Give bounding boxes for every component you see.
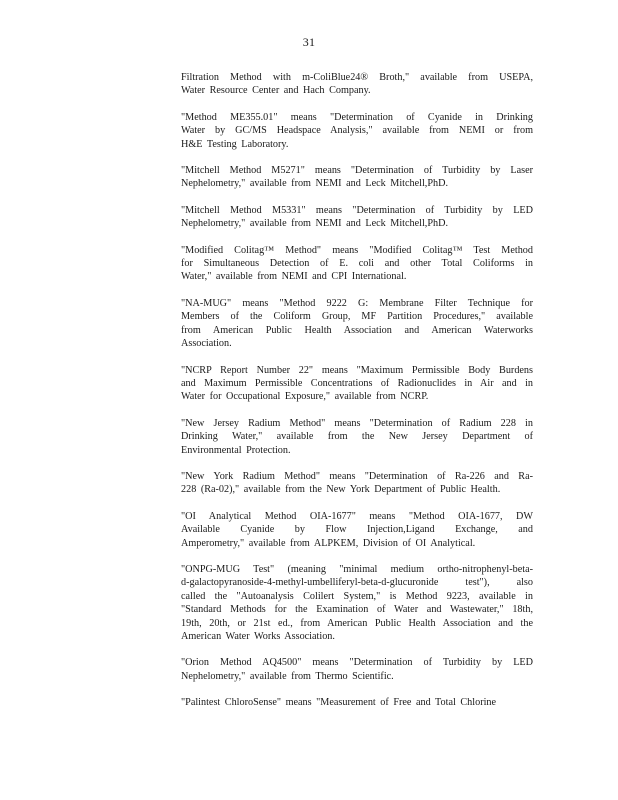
definition-paragraph xyxy=(181,696,533,709)
text-line: "Modified Colitag™ Method" means "Modified Colitag™ Test Method xyxy=(181,244,533,256)
text-line: "NA-MUG" means "Method 9222 G: Membrane Filter Technique for xyxy=(181,297,533,309)
definition-paragraph xyxy=(181,204,533,231)
text-line: called the "Autoanalysis Colilert System," is Method 9223, available in xyxy=(181,590,533,602)
text-line: Available Cyanide by Flow Injection,Ligand Exchange, and xyxy=(181,524,533,536)
text-line: "Standard Methods for the Examination of Water and Wastewater," 18th, xyxy=(181,604,533,616)
definition-paragraph xyxy=(181,244,533,284)
text-line: Nephelometry," available from Thermo Scientific. xyxy=(181,670,394,682)
definition-paragraph xyxy=(181,164,533,191)
definition-paragraph xyxy=(181,470,533,497)
text-line: "NCRP Report Number 22" means "Maximum Permissible Body Burdens xyxy=(181,364,533,376)
text-line: "New York Radium Method" means "Determination of Ra-226 and Ra- xyxy=(181,470,533,482)
text-line: "Palintest ChloroSense" means "Measurement of Free and Total Chlorine xyxy=(181,697,497,709)
text-line: 19th, 20th, or 21st ed., from American Public Health Association and the xyxy=(181,617,533,629)
text-line: Nephelometry," available from NEMI and Leck Mitchell,PhD. xyxy=(181,218,448,230)
text-line: "OI Analytical Method OIA-1677" means "Method OIA-1677, DW xyxy=(181,510,533,522)
text-line: H&E Testing Laboratory. xyxy=(181,138,289,150)
text-line: Water for Occupational Exposure," available from NCRP. xyxy=(181,391,429,403)
definition-paragraph xyxy=(181,364,533,404)
text-line: "ONPG-MUG Test" (meaning "minimal medium ortho-nitrophenyl-beta- xyxy=(181,563,533,575)
text-line: Water by GC/MS Headspace Analysis," available from NEMI or from xyxy=(181,125,533,137)
definition-paragraph xyxy=(181,510,533,550)
text-line: Environmental Protection. xyxy=(181,444,291,456)
text-line: Water," available from NEMI and CPI International. xyxy=(181,271,407,283)
text-line: "New Jersey Radium Method" means "Determination of Radium 228 in xyxy=(181,417,533,429)
definition-paragraph xyxy=(181,563,533,643)
text-line: "Mitchell Method M5331" means "Determination of Turbidity by LED xyxy=(181,204,533,216)
text-line: and Maximum Permissible Concentrations of Radionuclides in Air and in xyxy=(181,377,533,389)
text-line: "Method ME355.01" means "Determination of Cyanide in Drinking xyxy=(181,111,533,123)
page-number: 31 xyxy=(302,35,316,49)
definition-paragraph xyxy=(181,656,533,683)
document-body xyxy=(181,71,533,723)
text-line: from American Public Health Association and American Waterworks xyxy=(181,324,533,336)
text-line: 228 (Ra-02)," available from the New York Department of Public Health. xyxy=(181,484,501,496)
definition-paragraph xyxy=(181,71,533,98)
text-line: d-galactopyranoside-4-methyl-umbelliferyl-beta-d-glucuronide test"), also xyxy=(181,577,533,589)
text-line: "Orion Method AQ4500" means "Determination of Turbidity by LED xyxy=(181,657,533,669)
text-line: Drinking Water," available from the New Jersey Department of xyxy=(181,431,533,443)
text-line: Nephelometry," available from NEMI and Leck Mitchell,PhD. xyxy=(181,178,448,190)
definition-paragraph xyxy=(181,111,533,151)
text-line: Association. xyxy=(181,338,232,350)
text-line: Filtration Method with m-ColiBlue24® Broth," available from USEPA, xyxy=(181,72,533,83)
definition-paragraph xyxy=(181,417,533,457)
text-line: Water Resource Center and Hach Company. xyxy=(181,85,371,97)
text-line: American Water Works Association. xyxy=(181,631,335,642)
text-line: for Simultaneous Detection of E. coli and other Total Coliforms in xyxy=(181,258,533,270)
text-line: "Mitchell Method M5271" means "Determination of Turbidity by Laser xyxy=(181,165,533,177)
text-line: Members of the Coliform Group, MF Partition Procedures," available xyxy=(181,311,533,323)
definition-paragraph xyxy=(181,297,533,351)
text-line: Amperometry," available from ALPKEM, Division of OI Analytical. xyxy=(181,537,476,549)
